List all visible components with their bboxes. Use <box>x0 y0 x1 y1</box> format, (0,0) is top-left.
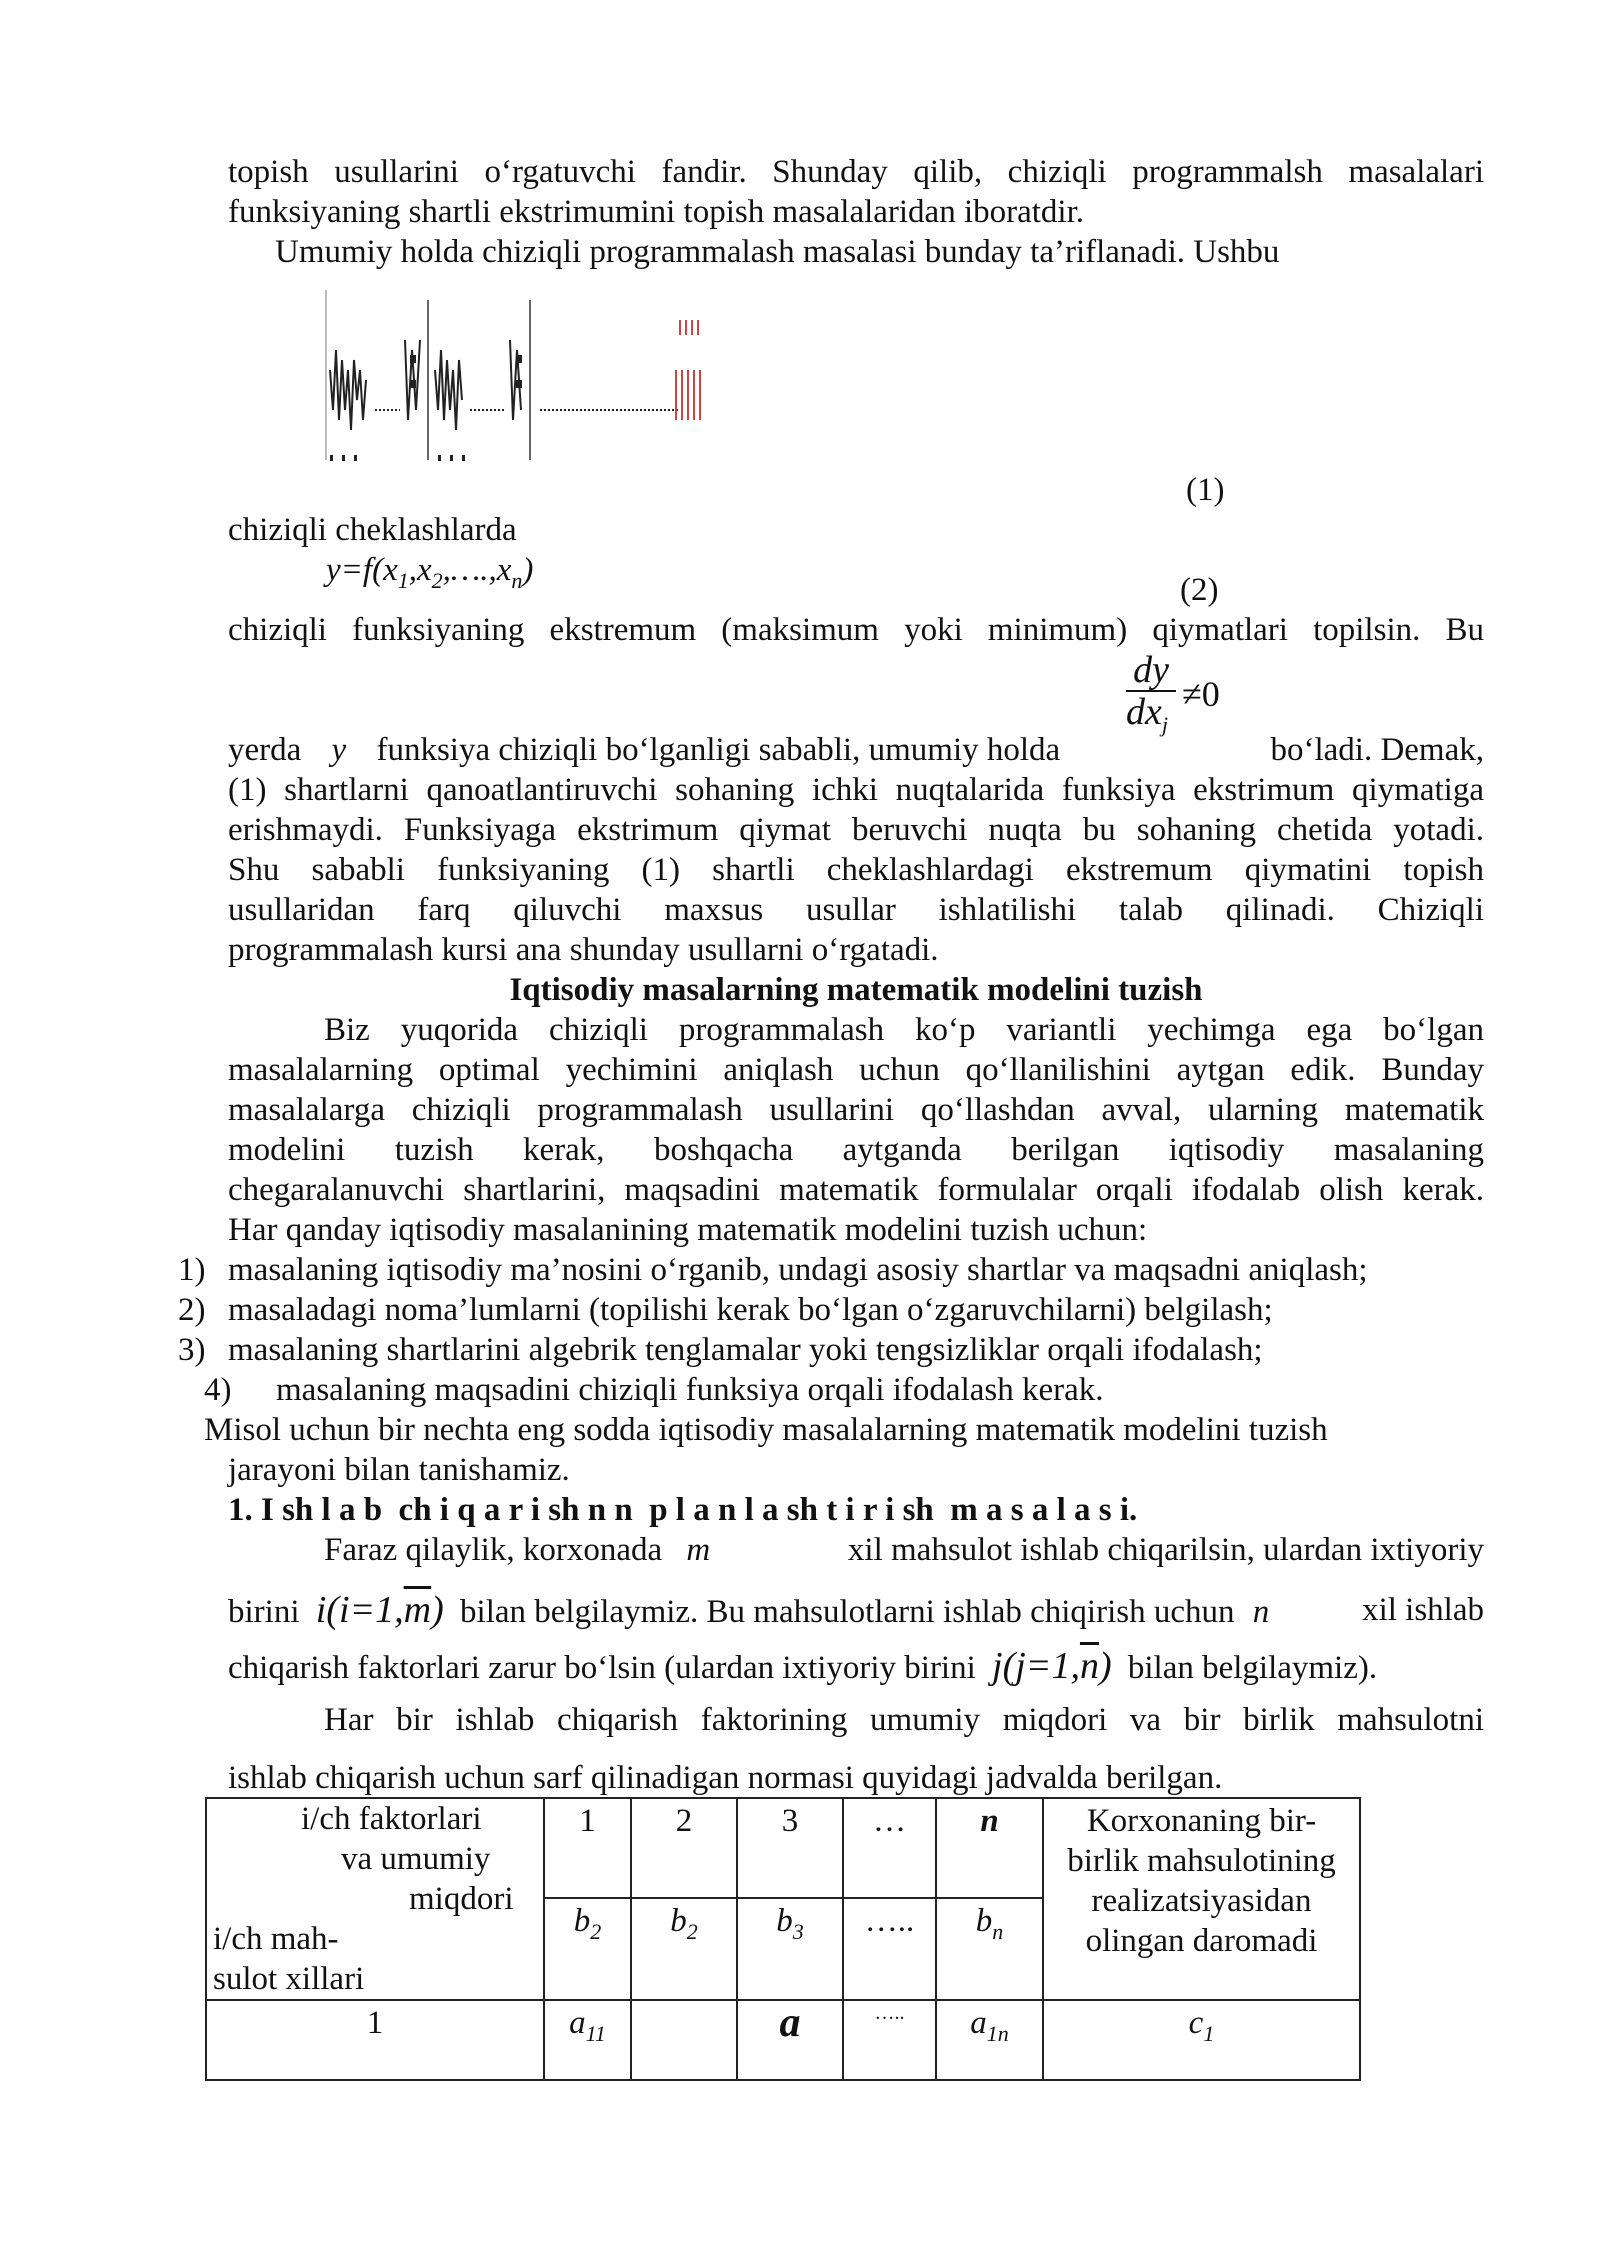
para1-line2: funksiyaning shartli ekstrimumini topish masalalaridan iboratdir. <box>228 194 1085 230</box>
row1-cell-ellipsis: ….. <box>843 2000 936 2080</box>
cheklash-text: chiziqli cheklashlarda <box>228 512 517 548</box>
var-y: y <box>331 732 347 768</box>
list-item-3: masalaning shartlarini algebrik tenglamalar yoki tengsizliklar orqali ifodalash; <box>228 1332 1263 1368</box>
para1-line1: topish usullarini o‘rgatuvchi fandir. Shunday qilib, chiziqli programmalsh masalalari <box>228 154 1484 190</box>
para3-line4: modelini tuzish kerak, boshqacha aytganda berilgan iqtisodiy masalaning <box>228 1132 1484 1168</box>
index-j-formula: $j(j=1,\overline{n})$ <box>992 1645 1112 1687</box>
para3-line6: Har qanday iqtisodiy masalanining matematik modelini tuzish uchun: <box>228 1212 1148 1248</box>
para4-line1 <box>324 1530 1484 1570</box>
var-m: m <box>686 1532 711 1568</box>
b-cell-ellipsis: ….. <box>843 1898 936 2000</box>
garbled-formula-image <box>320 280 710 480</box>
corner-bottom-1: i/ch mah- <box>213 1921 339 1957</box>
header-cell-2: 2 <box>631 1798 737 1898</box>
para2-line2-c: bo‘ladi. Demak, <box>1270 732 1484 768</box>
para3-line5: chegaralanuvchi shartlarini, maqsadini matematik formulalar orqali ifodalab olish kerak. <box>228 1172 1484 1208</box>
equation-1-number: (1) <box>1186 472 1225 508</box>
list-number-4: 4) <box>204 1372 232 1408</box>
income-line-3: realizatsiyasidan <box>1091 1883 1312 1919</box>
income-line-2: birlik mahsulotining <box>1067 1843 1336 1879</box>
section1-title: 1. I sh l a b ch i q a r i sh n n p l a n l a sh t i r i sh m a s a l a s i. <box>228 1492 1138 1528</box>
row1-cell-a11: $a_{11}$ <box>544 2000 631 2080</box>
b-cell-2: $b_2$ <box>631 1898 737 2000</box>
para4-line5: ishlab chiqarish uchun sarf qilinadigan normasi quyidagi jadvalda berilgan. <box>228 1760 1223 1796</box>
para4-line3-b: bilan belgilaymiz). <box>1127 1650 1378 1686</box>
para2-line6: usullaridan farq qiluvchi maxsus usullar ishlatilishi talab qilinadi. Chiziqli <box>228 892 1484 928</box>
row1-cell-a: a <box>737 2000 843 2080</box>
row1-cell-a1n: $a_{1n}$ <box>936 2000 1043 2080</box>
data-table <box>205 1797 1361 2081</box>
income-line-1: Korxonaning bir- <box>1086 1803 1317 1839</box>
equation-2: $y=f(x_1,x_2,\dots.,x_n)$ <box>326 552 534 593</box>
header-cell-n: n <box>936 1798 1043 1898</box>
header-cell-1: 1 <box>544 1798 631 1898</box>
para2-line5: Shu sababli funksiyaning (1) shartli cheklashlardagi ekstremum qiymatini topish <box>228 852 1484 888</box>
para4-line1-b: xil mahsulot ishlab chiqarilsin, ulardan ixtiyoriy <box>847 1532 1484 1568</box>
b-cell-3: $b_3$ <box>737 1898 843 2000</box>
para2-line2 <box>228 730 1484 770</box>
b-cell-n: $b_n$ <box>936 1898 1043 2000</box>
list-item-4: masalaning maqsadini chiziqli funksiya orqali ifodalash kerak. <box>276 1372 1104 1408</box>
list-number-1: 1) <box>178 1252 206 1288</box>
b-cell-1: $b_2$ <box>544 1898 631 2000</box>
corner-top-1: i/ch faktorlari <box>301 1801 482 1837</box>
equation-2-number: (2) <box>1180 572 1219 608</box>
header-cell-3: 3 <box>737 1798 843 1898</box>
header-income-cell <box>1043 1798 1360 2000</box>
para4-line1-a: Faraz qilaylik, korxonada <box>324 1532 663 1568</box>
para4-line2 <box>228 1590 1484 1632</box>
para4-line2-c: xil ishlab <box>1362 1592 1484 1628</box>
para4-line2-b: bilan belgilaymiz. Bu mahsulotlarni ishlab chiqirish uchun <box>460 1594 1235 1630</box>
para4-line3 <box>228 1646 1484 1688</box>
para3-line3: masalalarga chiziqli programmalash usullarini qo‘llashdan avval, ularning matematik <box>228 1092 1484 1128</box>
not-equal-zero: ≠0 <box>1182 674 1220 714</box>
header-cell-ellipsis: … <box>843 1798 936 1898</box>
row1-cell-c1: $c_1$ <box>1043 2000 1360 2080</box>
list-item-1: masalaning iqtisodiy ma’nosini o‘rganib, undagi asosiy shartlar va maqsadni aniqlash; <box>228 1252 1368 1288</box>
misol-line1: Misol uchun bir nechta eng sodda iqtisodiy masalalarning matematik modelini tuzish <box>204 1412 1328 1448</box>
index-i-formula: $i(i=1,\overline{m})$ <box>315 1589 444 1631</box>
corner-top-3: miqdori <box>409 1881 514 1917</box>
para4-line3-a: chiqarish faktorlari zarur bo‘lsin (ulardan ixtiyoriy birini <box>228 1650 976 1686</box>
table-corner-cell <box>206 1798 544 2000</box>
para2-line2-a: yerda <box>228 732 302 768</box>
row1-label: 1 <box>206 2000 544 2080</box>
misol-line2: jarayoni bilan tanishamiz. <box>228 1452 570 1488</box>
para3-line1: Biz yuqorida chiziqli programmalash ko‘p variantli yechimga ega bo‘lgan <box>324 1012 1484 1048</box>
para2-line4: erishmaydi. Funksiyaga ekstrimum qiymat beruvchi nuqta bu sohaning chetida yotadi. <box>228 812 1484 848</box>
var-n: n <box>1252 1594 1270 1630</box>
income-line-4: olingan daromadi <box>1085 1923 1318 1959</box>
list-item-2: masaladagi noma’lumlarni (topilishi kerak bo‘lgan o‘zgaruvchilarni) belgilash; <box>228 1292 1273 1328</box>
row1-cell-empty <box>631 2000 737 2080</box>
section-heading: Iqtisodiy masalarning matematik modelini tuzish <box>509 972 1203 1008</box>
para2-line1: chiziqli funksiyaning ekstremum (maksimum yoki minimum) qiymatlari topilsin. Bu <box>228 612 1484 648</box>
para2-line3: (1) shartlarni qanoatlantiruvchi sohaning ichki nuqtalarida funksiya ekstrimum qiymatiga <box>228 772 1484 808</box>
list-number-2: 2) <box>178 1292 206 1328</box>
corner-top-2: va umumiy <box>341 1841 491 1877</box>
para4-line2-a: birini <box>228 1594 300 1630</box>
derivative-numerator: dy <box>1126 650 1176 692</box>
list-number-3: 3) <box>178 1332 206 1368</box>
para3-line2: masalalarning optimal yechimini aniqlash uchun qo‘llanilishini aytgan edik. Bunday <box>228 1052 1484 1088</box>
derivative-denominator: $dx_j$ <box>1126 691 1168 737</box>
para2-line2-b: funksiya chiziqli bo‘lganligi sababli, umumiy holda <box>376 732 1061 768</box>
para1-line3: Umumiy holda chiziqli programmalash masalasi bunday ta’riflanadi. Ushbu <box>275 234 1280 270</box>
para4-line4: Har bir ishlab chiqarish faktorining umumiy miqdori va bir birlik mahsulotni <box>324 1702 1484 1738</box>
corner-bottom-2: sulot xillari <box>213 1961 365 1997</box>
para2-line7: programmalash kursi ana shunday usullarni o‘rgatadi. <box>228 932 939 968</box>
